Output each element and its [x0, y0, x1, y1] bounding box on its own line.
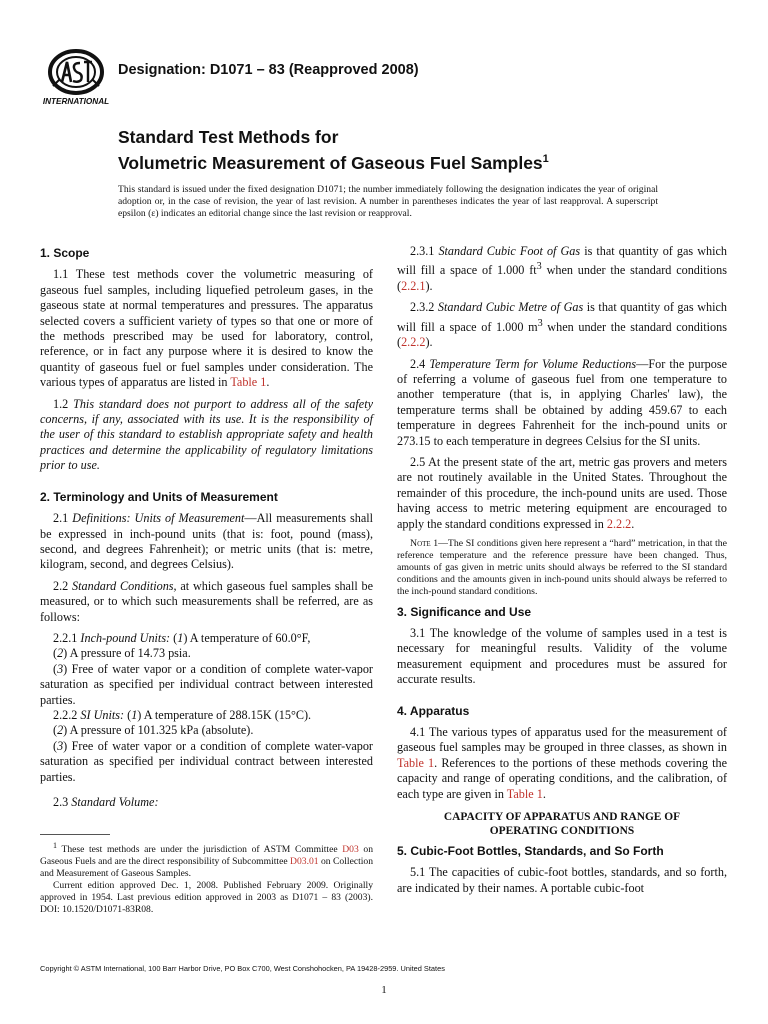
p1-2-num: 1.2	[53, 396, 74, 411]
item-number: 2	[57, 723, 64, 738]
committee-d03-link[interactable]: D03	[342, 844, 359, 856]
paragraph-2-2-2-item-2	[40, 723, 373, 738]
capacity-heading-line-2: OPERATING CONDITIONS	[489, 824, 635, 837]
p2-5-text: 2.5 At the present state of the art, metric gas provers and meters are not routinely available in the United States. Throughout the remainder of this procedure, the inch-pound units are used. Those having access to metric metering equipment are encouraged to apply the standard conditions expressed in	[397, 455, 727, 531]
p2-3-2-a: is that quantity of gas which will fill a space of 1.000 m	[397, 300, 728, 334]
paragraph-2-5	[397, 455, 727, 532]
footnote-1	[40, 840, 373, 880]
title-line-2	[118, 148, 549, 174]
footnote-edition: Current edition approved Dec. 1, 2008. Published February 2009. Originally approved in 1954. Last previous edition approved in 2003 as D1071 – 83 (2003). DOI: 10.1520/D1071-83R08.	[40, 880, 373, 916]
p2-3-2-b: when under the standard conditions (	[397, 319, 727, 350]
paragraph-2-3	[40, 795, 373, 810]
p4-1-end: .	[542, 786, 546, 801]
paragraph-1-2	[40, 397, 373, 474]
title-footnote-mark: 1	[542, 153, 549, 165]
item-number: 3	[57, 738, 64, 753]
footnote-1-c: on Collection and Measurement of Gaseous Samples.	[40, 856, 374, 880]
document-header	[40, 48, 740, 108]
table-1-link[interactable]: Table 1	[397, 755, 435, 770]
p2-2-1-term: Inch-pound Units:	[80, 630, 171, 645]
note-label: Note 1	[410, 538, 439, 550]
p2-3-1-c: ).	[425, 278, 433, 293]
p2-4-num: 2.4	[410, 356, 430, 371]
p2-3-2-num: 2.3.2	[410, 300, 438, 315]
p2-3-2-term: Standard Cubic Metre of Gas	[437, 300, 584, 315]
p2-3-1-sup: 3	[536, 261, 542, 273]
designation: Designation: D1071 – 83 (Reapproved 2008)	[118, 62, 419, 78]
p4-1-a: 4.1 The various types of apparatus used for the measurement of gaseous fuel samples may be grouped in three classes, as shown in	[397, 724, 727, 755]
p2-2-1-num: 2.2.1	[53, 630, 81, 645]
p2-2-2-b: ) A temperature of 288.15K (15°C).	[137, 707, 312, 722]
p2-3-num: 2.3	[53, 795, 72, 809]
footnote-divider	[40, 834, 110, 835]
copyright-line: Copyright © ASTM International, 100 Barr Harbor Drive, PO Box C700, West Conshohocken, PA 19428-2959. United States	[40, 964, 445, 973]
intro-paragraph: This standard is issued under the fixed designation D1071; the number immediately following the designation indicates the year of original adoption or, in the case of revision, the year of last revision. A number in parentheses indicates the year of last reapproval. A superscript epsilon (ε) indicates an editorial change since the last revision or reapproval.	[118, 184, 658, 220]
p1-1-text: 1.1 These test methods cover the volumetric measuring of gaseous fuel samples, including liquefied petroleum gases, in the gaseous state at normal temperatures and pressures. The apparatus selected covers a sufficient variety of types so that one or more of the methods prescribed may be used for laboratory, control, reference, or in fact any purpose where it is desired to know the quantity of gaseous fuel or fuel samples under consideration. The various types of apparatus are listed in	[40, 267, 373, 390]
item-text: ) Free of water vapor or a condition of complete water-vapor saturation as specified per individual contract between interested parties.	[40, 661, 373, 707]
paragraph-2-2-1	[40, 631, 373, 646]
p2-2-1-a: (	[170, 630, 178, 645]
p2-1-num: 2.1	[53, 511, 73, 526]
paragraph-2-2	[40, 579, 373, 625]
p2-2-1-n1: 1	[177, 630, 184, 645]
p2-3-1-b: when under the standard conditions (	[397, 263, 727, 293]
paragraph-3-1: 3.1 The knowledge of the volume of samples used in a test is necessary for meaningful results. Validity of the volume measurement equipment and procedures must be assured for accurate results.	[397, 625, 727, 687]
item-open: (	[53, 661, 58, 676]
paragraph-2-2-1-item-3	[40, 662, 373, 708]
item-open: (	[53, 646, 58, 661]
paragraph-2-1	[40, 511, 373, 573]
p2-2-num: 2.2	[53, 578, 73, 593]
p2-2-2-num: 2.2.2	[53, 707, 81, 722]
p2-2-2-n1: 1	[131, 707, 138, 722]
p2-4-text: —For the purpose of referring a volume of gaseous fuel from one temperature to another temperature (that is, in applying Charles' law), the temperature terms shall be obtained by adding 459.67 to each temperature in degrees Fahrenheit for the inch-pound units or 273.15 to each temperature in degrees Celsius for the SI units.	[397, 356, 728, 448]
capacity-heading-line-1: CAPACITY OF APPARATUS AND RANGE OF	[443, 810, 681, 823]
title-line-2-text: Volumetric Measurement of Gaseous Fuel Samples	[118, 152, 543, 173]
item-number: 3	[57, 661, 64, 676]
subcommittee-d03-01-link[interactable]: D03.01	[290, 856, 319, 868]
capacity-heading	[397, 810, 727, 838]
p4-1-b: . References to the portions of these methods covering the capacity and range of operating conditions, and the calibration, of each type are given in	[397, 755, 727, 801]
p2-1-text: —All measurements shall be expressed in inch-pound units (that is: foot, pound (mass), second, and degrees Fahrenheit); or metric units (that is: metre, kilogram, second, and degrees Celsius).	[40, 511, 374, 572]
section-3-heading: 3. Significance and Use	[397, 604, 532, 619]
p1-2-text: This standard does not purport to address all of the safety concerns, if any, associated with its use. It is the responsibility of the user of this standard to establish appropriate safety and health practices and determine the applicability of regulatory limitations prior to use.	[40, 396, 373, 473]
item-open: (	[53, 738, 58, 753]
document-title	[118, 126, 549, 174]
right-column	[397, 244, 727, 902]
section-4-heading: 4. Apparatus	[397, 703, 470, 718]
logo-text: INTERNATIONAL	[42, 97, 110, 106]
section-5-heading: 5. Cubic-Foot Bottles, Standards, and So Forth	[397, 843, 664, 858]
paragraph-2-3-2	[397, 300, 727, 350]
item-text: ) A pressure of 14.73 psia.	[63, 646, 191, 661]
paragraph-2-3-1	[397, 244, 727, 294]
p2-3-2-sup: 3	[537, 317, 543, 329]
item-number: 2	[57, 646, 64, 661]
left-column	[40, 246, 373, 816]
p2-1-term: Definitions: Units of Measurement	[72, 511, 245, 526]
p2-3-1-a: is that quantity of gas which will fill a space of 1.000 ft	[397, 244, 727, 278]
item-text: ) Free of water vapor or a condition of complete water-vapor saturation as specified per individual contract between interested parties.	[40, 738, 373, 784]
note-text: —The SI conditions given here represent a “hard” metrication, in that the reference temperature and the reference pressure have been changed. Thus, amounts of gas given in metric units should always be referred to the SI standard conditions and the amounts given in inch-pound units should always be referred to the inch-pound standard conditions.	[397, 538, 727, 598]
title-line-1: Standard Test Methods for	[118, 127, 339, 147]
section-1-heading: 1. Scope	[40, 246, 90, 260]
p2-3-term: Standard Volume:	[71, 795, 159, 809]
p2-3-1-term: Standard Cubic Foot of Gas	[438, 244, 581, 258]
p2-2-term: Standard Conditions,	[72, 578, 177, 593]
section-2-heading: 2. Terminology and Units of Measurement	[40, 489, 278, 504]
table-1-link[interactable]: Table 1	[230, 375, 267, 390]
section-2-2-2-link[interactable]: 2.2.2	[606, 516, 632, 531]
astm-logo-icon	[40, 48, 112, 108]
p2-2-2-term: SI Units:	[80, 707, 125, 722]
p2-3-2-c: ).	[425, 335, 433, 350]
p2-2-2-a: (	[124, 707, 132, 722]
item-text: ) A pressure of 101.325 kPa (absolute).	[63, 723, 254, 738]
item-open: (	[53, 723, 58, 738]
p2-5-end: .	[631, 516, 635, 531]
paragraph-4-1	[397, 725, 727, 802]
footnote-1-a: These test methods are under the jurisdiction of ASTM Committee	[57, 844, 343, 856]
paragraph-1-1	[40, 267, 373, 390]
section-2-2-2-link[interactable]: 2.2.2	[401, 335, 426, 350]
page-number: 1	[381, 984, 387, 996]
paragraph-2-2-2-item-3	[40, 739, 373, 785]
paragraph-2-2-1-item-2	[40, 646, 373, 661]
footnotes	[40, 840, 373, 916]
p1-1-end: .	[266, 375, 270, 390]
p2-2-text: at which gaseous fuel samples shall be measured, or to which such measurements shall be referred, are as follows:	[40, 578, 374, 624]
section-2-2-1-link[interactable]: 2.2.1	[401, 278, 426, 293]
footnote-1-b: on Gaseous Fuels and are the direct responsibility of Subcommittee	[40, 844, 373, 868]
p2-4-term: Temperature Term for Volume Reductions	[429, 356, 637, 371]
p2-2-1-b: ) A temperature of 60.0°F,	[183, 630, 311, 645]
paragraph-5-1: 5.1 The capacities of cubic-foot bottles, standards, and so forth, are indicated by their names. A portable cubic-foot	[397, 865, 727, 895]
note-1	[397, 538, 727, 598]
paragraph-2-2-2	[40, 708, 373, 723]
paragraph-2-4	[397, 357, 727, 449]
p2-3-1-num: 2.3.1	[410, 244, 439, 258]
footnote-1-mark: 1	[53, 841, 57, 850]
table-1-link[interactable]: Table 1	[506, 786, 543, 801]
